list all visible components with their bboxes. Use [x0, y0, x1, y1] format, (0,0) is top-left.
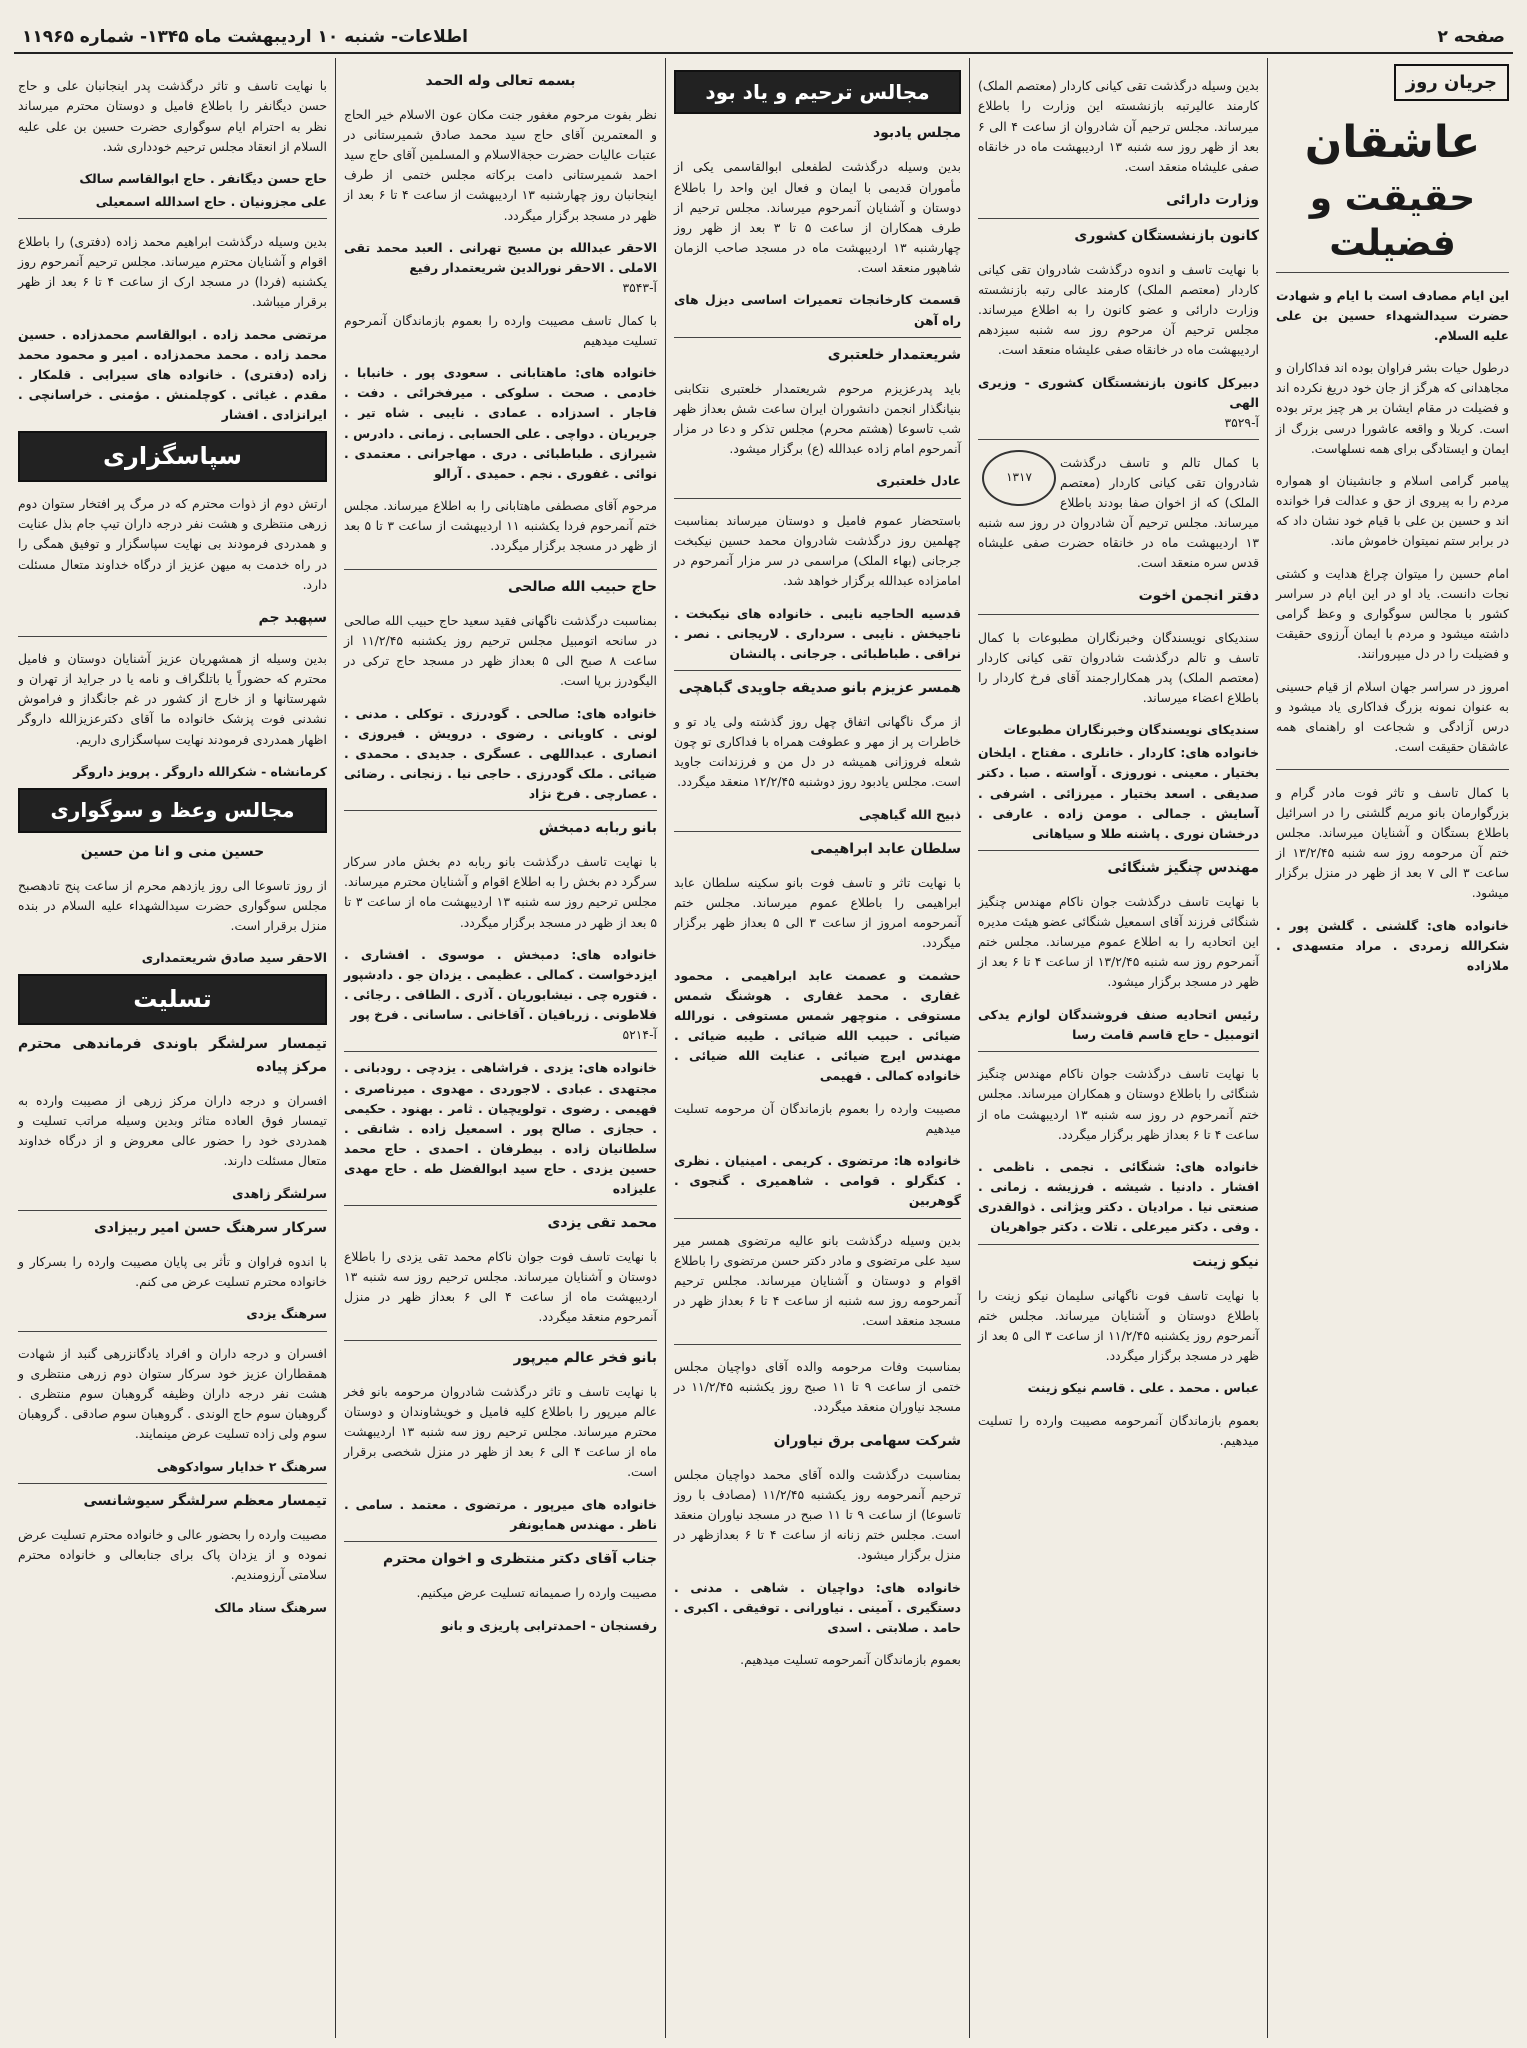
family-list: خانواده های: یزدی . فراشاهی . یزدچی . رودبانی . مجتهدی . عبادی . لاجوردی . مهدوی . میرناصری . فهیمی . رضوی . تولویچیان . ثامر . بهنود . حکیمی . حجازی . صالح پور . اسمعیل زاده . شانقی . سلطانیان زاده . بیطرفان . احمدی . حاج محمد حسین یزدی . حاج سید ابوالفضل طه . حاج مهدی علیزاده — [344, 1060, 657, 1197]
thanks-banner: سپاسگزاری — [18, 431, 327, 482]
notice-text: از روز تاسوعا الی روز یازدهم محرم از ساعت پنج تادهصبح مجلس سوگواری حضرت سیدالشهداء علیه السلام در بنده منزل برقرار است. — [18, 877, 327, 933]
divider — [344, 1541, 657, 1542]
notice-heading: سلطان عابد ابراهیمی — [810, 840, 961, 857]
notice-text: افسران و درجه داران مرکز زرهی از مصیبت وارده به تیمسار فوق العاده متاثر وبدین وسیله مراتب تسلیت و همدردی خود را حضور عالی معروض و از درگاه خداوند متعال مسئلت دارند. — [18, 1092, 327, 1169]
divider — [978, 439, 1259, 440]
notice-text: باستحضار عموم فامیل و دوستان میرساند بمناسبت چهلمین روز درگذشت شادروان محمد حسین نیکبخت جرجانی (بهاء الملک) مراسمی در سر مزار آنمرحوم در امامزاده عبدالله برگزار خواهد شد. — [674, 512, 961, 589]
notice-heading: نیکو زینت — [1192, 1253, 1259, 1270]
obituary-text: با کمال تاسف و تاثر فوت مادر گرام و بزرگوارمان بانو مریم گلشنی را در اسرائیل باطلاع بستگان و آشنایان میرساند. مجلس ختم آن مرحومه روز سه شنبه ۱۳/۲/۴۵ از ساعت ۳ الی ۷ بعد از ظهر در منزل برگزار میشود. — [1276, 784, 1509, 901]
notice-text: بمناسبت وفات مرحومه والده آقای دواچیان مجلس ختمی از ساعت ۹ تا ۱۱ صبح روز یکشنبه ۱۱/۲/۴۵ در مسجد نیاوران منعقد میگردد. — [674, 1359, 961, 1415]
seal-emblem — [982, 450, 1056, 506]
divider — [978, 218, 1259, 219]
notice-text: با نهایت تاسف فوت ناگهانی سلیمان نیکو زینت را باطلاع دوستان و آشنایان میرساند. مجلس ختم آنمرحوم روز یکشنبه ۱۱/۲/۴۵ از ساعت ۳ الی ۵ بعد از ظهر در مسجد برگزار میگردد. — [978, 1287, 1259, 1363]
obituary-signature: خانواده های: گلشنی . گلشن پور . شکرالله زمردی . مراد متسهدی . ملازاده — [1276, 917, 1509, 973]
notice-text: با کمال تالم و تاسف درگذشت شادروان تقی کیانی کاردار (معتصم الملک) که از اخوان صفا بودند باطلاع میرساند. مجلس ترحیم آن شادروان در روز سه شنبه ۱۳ اردیبهشت ماه در خانقاه حضرت صفی علیشاه قدس سره منعقد است. — [978, 454, 1259, 570]
notice-signature: وزارت دارائی — [1166, 192, 1259, 209]
family-list: خانواده های: ماهتابانی . سعودی پور . خانبابا . خادمی . صحت . سلوکی . میرفخرائی . دفت . فاجار . اسدزاده . عمادی . نایبی . شاه تیر . جریریان . دواچی . علی الحسابی . زمانی . دادرس . شیرازی . طباطبائی . دری . مهاجرانی . معتمدی . نوائی . غفوری . نجم . حمیدی . آرالو — [344, 365, 657, 481]
notice-signature: سرهنگ ۲ خدایار سوادکوهی — [156, 1458, 327, 1474]
family-list: مرتضی محمد زاده . ابوالقاسم محمدزاده . حسین محمد زاده . محمد محمدزاده . امیر و محمود محمد زاده (دفتری) . خانواده های سیرابی . قلمکار . مقدم . غیاثی . کوچلمنش . مؤمنی . خراسانچی . ایرانزادی . افشار — [18, 326, 327, 422]
divider — [978, 614, 1259, 615]
notice-code: آ-۵۲۱۴ — [622, 1027, 657, 1043]
section-banner: مجالس ترحیم و یاد بود — [674, 70, 961, 114]
column-obituaries-1 — [10, 58, 335, 2038]
notice-heading: همسر عزیزم بانو صدیقه جاویدی گباهچی — [678, 679, 961, 696]
notice-text: افسران و درجه داران و افراد یادگانزرهی گنبد از شهادت همقطاران عزیز خود سرکار ستوان دوم زرهی منتظری و هشت نفر درجه داران وظیفه گروهبان سوم منتظری . گروهبان سوم حاج الوندی . گروهبان سوم صادقی . گروهبان سوم ولی زاده تسلیت عرض مینمایند. — [18, 1345, 327, 1442]
divider — [978, 850, 1259, 851]
sermon-banner: مجالس وعظ و سوگواری — [18, 788, 327, 832]
family-list: خانواده ها: مرتضوی . کریمی . امینیان . نظری . کنگرلو . قوامی . شاهمیری . گنجوی . گوهربین — [674, 1153, 961, 1209]
notice-text: مصیبت وارده را بحضور عالی و خانواده محترم تسلیت عرض نموده و از یزدان پاک برای جنابعالی و خانواده محترم سلامتی آرزومندیم. — [18, 1526, 327, 1583]
column-obituaries-4 — [969, 58, 1267, 2038]
notice-text: با نهایت تاسف و اندوه درگذشت شادروان تقی کیانی کاردار (معتصم الملک) کارمند عالی رتبه بازنشسته وزارت دارائی و عضو کانون را به اطلاع میرساند. مجلس ترحیم آن مرحوم روز سه شنبه سیزدهم اردیبهشت ماه در خانقاه صفی علیشاه منعقد است. — [978, 261, 1259, 358]
seal-year: ۱۳۱۷ — [1006, 470, 1032, 485]
column-obituaries-2 — [335, 58, 665, 2038]
notice-heading: حاج حبیب الله صالحی — [508, 578, 657, 595]
notice-heading: بسمه تعالی وله الحمد — [425, 73, 576, 89]
notice-signature: سرلشگر زاهدی — [232, 1185, 327, 1201]
notice-text: بعموم بازماندگان آنمرحومه تسلیت میدهیم. — [740, 1652, 961, 1668]
family-list: خانواده های: دواچیان . شاهی . مدنی . دستگیری . آمینی . نیاورانی . توفیقی . اکبری . حامد . صلابتی . اسدی — [674, 1579, 961, 1635]
notice-signature: الاحقر سید صادق شریعتمداری — [141, 950, 327, 966]
headline-2: حقیقت و فضیلت — [1309, 178, 1476, 265]
notice-heading: محمد تقی یزدی — [547, 1215, 657, 1232]
notice-code: آ-۳۵۴۳ — [622, 280, 657, 296]
notice-signature: رفسنجان - احمدترابی پاریزی و بانو — [441, 1617, 657, 1633]
notice-signature: ذبیح الله گیاهچی — [858, 806, 961, 822]
divider — [344, 1205, 657, 1206]
notice-text: بمناسبت درگذشت ناگهانی فقید سعید حاج حبیب الله صالحی در سانحه اتومبیل مجلس ترحیم روز یکشنبه ۱۱/۲/۴۵ از ساعت ۸ صبح الی ۵ بعداز ظهر در مسجد حاج ترکی در الیگودرز برپا است. — [344, 612, 657, 689]
notice-signature: رئیس اتحادیه صنف فروشندگان لوازم یدکی اتومبیل - حاج قاسم قامت رسا — [978, 1006, 1259, 1042]
divider — [344, 1051, 657, 1052]
notice-heading: تیمسار سرلشگر باوندی فرماندهی محترم مرکز پیاده — [18, 1036, 327, 1075]
notice-signature: سندیکای نویسندگان وخبرنگاران مطبوعات — [1003, 722, 1259, 738]
family-list: خانواده های: شنگائی . نجمی . ناظمی . افشار . دادنیا . شیشه . فرزیشه . زمانی . صنعتی نیا . مرادیان . دکتر ویژانی . ذوالقدری . وفی . دکتر میرعلی . تلات . دکتر جواهریان — [978, 1159, 1259, 1235]
notice-text: مرحوم آقای مصطفی ماهتابانی را به اطلاع میرساند. مجلس ختم آنمرحوم فردا یکشنبه ۱۱ اردیبهشت از ساعت ۳ تا ۵ بعد از ظهر در مسجد برگزار میگردد. — [344, 498, 657, 554]
page-header — [14, 22, 1513, 54]
notice-signature: سرهنگ سناد مالک — [214, 1599, 327, 1615]
lede: این ایام مصادف است با ایام و شهادت حضرت سیدالشهداء حسین بن علی علیه السلام. — [1276, 287, 1509, 343]
notice-heading: حسین منی و انا من حسین — [80, 843, 265, 860]
notice-heading: کانون بازنشستگان کشوری — [1074, 227, 1259, 244]
notice-text: سندیکای نویسندگان وخبرنگاران مطبوعات با کمال تاسف و تالم درگذشت شادروان تقی کیانی کاردار (معتصم الملک) پدر همکارارجمند آقای فرخ کاردار را باطلاع اعضاء میرساند. — [978, 629, 1259, 705]
columns — [10, 58, 1517, 2038]
condolence-banner: تسلیت — [18, 974, 327, 1025]
notice-signature: دفتر انجمن اخوت — [1138, 588, 1259, 605]
notice-signature: سرهنگ یزدی — [246, 1306, 327, 1322]
notice-text: باید پدرعزیزم مرحوم شریعتمدار خلعتبری نتکابنی بنیانگذار انجمن دانشوران ایران ساعت شش بعداز ظهر شب تاسوعا (هشتم محرم) مجلس تذکر و دعا در مزار آنمرحوم امام زاده عبدالله (ع) برگزار میشود. — [674, 380, 961, 456]
divider — [1276, 272, 1509, 273]
notice-heading: جناب آقای دکتر منتظری و اخوان محترم — [382, 1551, 657, 1568]
family-list: خانواده های: دمبخش . موسوی . افشاری . ایزدخواست . کمالی . عظیمی . یزدان جو . دادشپور . فتوره چی . نیشابوریان . آذری . الطافی . رجائی . فلاطونی . زربافیان . آقاخانی . ساسانی . فرخ پور — [344, 947, 657, 1023]
notice-signature: سپهبد جم — [258, 610, 327, 627]
notice-text: با اندوه فراوان و تأثر بی پایان مصیبت وارده را بسرکار و خانواده محترم تسلیت عرض می کنم. — [18, 1253, 327, 1289]
headline-1: عاشقان — [1304, 117, 1481, 169]
column-editorial — [1267, 58, 1517, 2038]
family-list: خانواده های میرپور . مرتضوی . معتمد . سامی . ناظر . مهندس همایونفر — [344, 1496, 657, 1532]
divider — [674, 1344, 961, 1345]
page-number: صفحه ۲ — [1437, 27, 1505, 47]
notice-text: بدین وسیله درگذشت تقی کیانی کاردار (معتصم الملک) کارمند عالیرتبه بازنشسته این وزارت را باطلاع میرساند. مجلس ترحیم آن شادروان از ساعت ۴ الی ۶ بعد از ظهر روز سه شنبه ۱۳ اردیبهشت ماه در خانقاه صفی علیشاه منعقد است. — [978, 78, 1259, 174]
divider — [18, 1210, 327, 1211]
notice-signature: علی مجزونیان . حاج اسدالله اسمعیلی — [95, 194, 327, 210]
divider — [1276, 769, 1509, 770]
divider — [18, 218, 327, 219]
family-list: حشمت و عصمت عابد ابراهیمی . محمود غفاری . محمد غفاری . هوشنگ شمس مستوفی . منوچهر شمس مستوفی . نورالله ضیائی . حبیب الله ضیائی . طیبه ضیائی . مهندس ایرج ضیائی . عنایت الله ضیائی . خانواده کمالی . فهیمی — [674, 967, 961, 1084]
notice-signature: قسمت کارخانجات تعمیرات اساسی دیزل های راه آهن — [674, 292, 961, 328]
notice-text: مصیبت وارده را صمیمانه تسلیت عرض میکنیم. — [416, 1585, 657, 1601]
notice-signature: الاحقر عبدالله بن مسیح تهرانی . العبد محمد تقی الاملی . الاحقر نورالدین شریعتمدار رفیع — [344, 240, 657, 276]
notice-text: بعموم بازماندگان آنمرحومه مصیبت وارده را تسلیت میدهیم. — [978, 1412, 1259, 1448]
divider — [674, 337, 961, 338]
divider — [18, 636, 327, 637]
divider — [344, 810, 657, 811]
notice-signature: عادل خلعتبری — [876, 473, 961, 489]
notice-text: بدین وسیله درگذشت ابراهیم محمد زاده (دفتری) را باطلاع اقوام و آشنایان محترم میرساند. مجلس ترحیم آنمرحوم روز یکشنبه (فردا) در مسجد ارک از ساعت ۴ تا ۶ بعد از ظهر برقرار میباشد. — [18, 233, 327, 310]
notice-heading: مجلس یادبود — [872, 125, 961, 142]
divider — [344, 569, 657, 570]
editorial-paragraph: درطول حیات بشر فراوان بوده اند فداکاران و مجاهدانی که هرگز از جان خود دریغ نکرده اند و فضیلت در مقام ایشان بر هر چیز برتر بوده است. کربلا و واقعه عاشورا درسی بزرگ از ایمان و ایستادگی برای همه نسلهاست. — [1276, 360, 1509, 456]
notice-text: با نهایت تاسف فوت جوان ناکام محمد تقی یزدی را باطلاع دوستان و آشنایان میرساند. مجلس ترحیم روز سه شنبه ۱۳ اردیبهشت ماه از ساعت ۴ الی ۶ بعداز ظهر در منزل آنمرحوم منعقد میگردد. — [344, 1249, 657, 1325]
notice-text: نظر بفوت مرحوم مغفور جنت مکان عون الاسلام خیر الحاج و المعتمرین آقای حاج سید محمد صادق شمیرستانی در عتبات عالیات حضرت حجةالاسلام و المسلمین آقای حاج سید احمد شمیرستانی دامت برکاته مجلس ختمی از طرف اینجانبان روز چهارشنبه ۱۳ اردیبهشت از ساعت ۴ تا ۶ بعد از ظهر در مسجد برگزار میگردد. — [344, 107, 658, 223]
notice-heading: بانو ربابه دمبخش — [538, 820, 657, 837]
divider — [978, 1244, 1259, 1245]
notice-heading: شریعتمدار خلعتبری — [827, 346, 961, 363]
notice-text: از مرگ ناگهانی اتفاق چهل روز گذشته ولی یاد تو و خاطرات پر از مهر و عطوفت همراه با فداکاری تو چون شعله فروزانی همیشه در دل من و فرزندانت جاوید است. مجلس یادبود روز دوشنبه ۱۲/۲/۴۵ منعقد میگردد. — [674, 714, 961, 790]
editorial-paragraph: امام حسین را میتوان چراغ هدایت و کشتی نجات دانست. یاد او در این ایام در سراسر کشور با مجالس سوگواری و وعظ گرامی داشته میشود و مردم با ایمان آرزوی حقیقت و فضیلت را در دل میپرورانند. — [1276, 565, 1509, 662]
notice-text: مصیبت وارده را بعموم بازماندگان آن مرحومه تسلیت میدهیم — [674, 1100, 961, 1136]
family-list: خانواده های: کاردار . خانلری . مفتاح . ایلخان بختیار . معینی . نوروزی . آواسته . صبا . دکتر صدیقی . اسعد بختیار . میرزائی . اشرفی . آسایش . جمالی . مومن زاده . عارفی . درخشان نوری . پاشنه طلا و سیاهانی — [978, 745, 1259, 841]
family-list: خانواده های: صالحی . گودرزی . توکلی . مدنی . لونی . کاویانی . رضوی . درویش . فیروزی . انصاری . عبداللهی . عسگری . جدیدی . محمدی . ضیائی . ملک گودرزی . حاجی نیا . زنجانی . رضائی . عصارچی . فرخ نژاد — [344, 705, 657, 802]
notice-text: با نهایت تاسف درگذشت بانو ربابه دم بخش مادر سرکار سرگرد دم بخش را به اطلاع اقوام و آشنایان محترم میرساند. مجلس ترحیم روز سه شنبه ۱۳ اردیبهشت ماه از ساعت ۳ تا ۵ بعد از ظهر در مسجد برگزار میگردد. — [344, 854, 657, 930]
divider — [674, 831, 961, 832]
notice-code: آ-۳۵۲۹ — [1224, 415, 1259, 431]
column-obituaries-3 — [665, 58, 969, 2038]
notice-heading: مهندس چنگیز شنگائی — [1107, 859, 1259, 876]
notice-heading: بانو فخر عالم میرپور — [513, 1349, 657, 1366]
divider — [978, 1051, 1259, 1052]
divider — [674, 1218, 961, 1219]
divider — [674, 670, 961, 671]
editorial-paragraph: امروز در سراسر جهان اسلام از قیام حسینی به عنوان نمونه بزرگ فداکاری یاد میشود و درس آزادگی و شجاعت او راهنمای همه عاشقان حقیقت است. — [1276, 678, 1509, 754]
notice-text: بمناسبت درگذشت والده آقای محمد دواچیان مجلس ترحیم آنمرحومه روز یکشنبه ۱۱/۲/۴۵ (مصادف با روز تاسوعا) از ساعت ۹ تا ۱۱ صبح در مسجد نیاوران منعقد است. مجلس ختم زنانه از ساعت ۴ تا ۶ بعدازظهر در منزل برگزار میشود. — [674, 1466, 962, 1563]
notice-text: با نهایت تاسف و تاثر درگذشت پدر اینجانبان علی و حاج حسن دیگانفر را باطلاع فامیل و دوستان محترم میرساند نظر به احترام ایام سوگواری حضرت حسین بن علی علیه السلام از انعقاد مجلس ترحیم خودداری شد. — [18, 78, 327, 154]
family-list: قدسیه الحاجیه نایبی . خانواده های نیکبخت . ناجیخش . نایبی . سرداری . لاریجانی . نصر . نراقی . طباطبائی . جرجانی . پالنشان — [674, 605, 961, 661]
notice-text: بدین وسیله درگذشت بانو عالیه مرتضوی همسر میر سید علی مرتضوی و مادر دکتر حسن مرتضوی را باطلاع اقوام و دوستان و آشنایان میرساند. مجلس ترحیم آنمرحومه روز سه شنبه از ساعت ۴ تا ۶ بعداز ظهر در مسجد منعقد است. — [674, 1232, 961, 1329]
editorial-paragraph: پیامبر گرامی اسلام و جانشینان او همواره مردم را به پیروی از حق و عدالت فرا خوانده اند و حسین بن علی با قیام خود نشان داد که در برابر ستم نمیتوان خاموش ماند. — [1276, 473, 1509, 549]
notice-text: بدین وسیله درگذشت لطفعلی ابوالقاسمی یکی از مأموران قدیمی با ایمان و فعال این واحد را باطلاع دوستان و آشنایان آنمرحوم میرساند. مجلس ترحیم از طرف همکاران از ساعت ۵ تا ۳ بعد از ظهر روز چهارشنبه ۱۳ اردیبهشت ماه در مسجد صاحب الزمان شاهپور منعقد است. — [674, 159, 961, 275]
notice-text: با نهایت تاثر و تاسف فوت بانو سکینه سلطان عابد ابراهیمی را باطلاع عموم میرساند. مجلس ختم آنمرحومه امروز از ساعت ۳ الی ۵ بعداز ظهر برگزار میگردد. — [674, 874, 961, 951]
divider — [674, 498, 961, 499]
notice-text: ارتش دوم از ذوات محترم که در مرگ پر افتخار ستوان دوم زرهی منتظری و هشت نفر درجه داران تیپ جام بذل عنایت و همدردی فرمودند بی نهایت سپاسگزار و توفیق همگی را در راه خدمت به میهن عزیز از درگاه خداوند متعال مسئلت دارد. — [18, 496, 327, 592]
notice-text: با کمال تاسف مصیبت وارده را بعموم بازماندگان آنمرحوم تسلیت میدهیم — [344, 312, 657, 348]
notice-signature: شرکت سهامی برق نیاوران — [773, 1432, 961, 1449]
notice-heading: تیمسار معظم سرلشگر سیوشانسی — [83, 1492, 327, 1509]
notice-text: بدین وسیله از همشهریان عزیز آشنایان دوستان و فامیل محترم که حضوراً یا باتلگراف و نامه یا در جراید از تهران و شهرستانها و از خارج از کشور در غم جانگداز و فراموش نشدنی فوت پزشک خانواده ما آقای دکترعزیزالله داروگر اظهار همدردی فرمودند نهایت سپاسگزاری داریم. — [18, 651, 327, 747]
divider — [18, 1331, 327, 1332]
notice-signature: دبیرکل کانون بازنشستگان کشوری - وزیری الهی — [978, 374, 1259, 410]
notice-signature: حاج حسن دیگانفر . حاج ابوالقاسم سالک — [79, 171, 327, 187]
section-tag: جریان روز — [1394, 64, 1509, 101]
issue-info: اطلاعات- شنبه ۱۰ اردیبهشت ماه ۱۳۴۵- شماره ۱۱۹۶۵ — [22, 27, 468, 47]
notice-text: با نهایت تاسف درگذشت جوان ناکام مهندس چنگیز شنگائی را باطلاع دوستان و همکاران میرساند. مجلس ختم آنمرحوم در روز سه شنبه ۱۳ اردیبهشت ماه از ساعت ۴ تا ۶ بعداز ظهر برگزار میگردد. — [978, 1066, 1259, 1142]
notice-text: با نهایت تاسف درگذشت جوان ناکام مهندس چنگیز شنگائی فرزند آقای اسمعیل شنگائی عضو هیئت مدیره این اتحادیه را به اطلاع عموم میرساند. مجلس ختم آنمرحوم روز سه شنبه ۱۳/۲/۴۵ از ساعت ۴ تا ۶ بعد از ظهر در مسجد برگزار میشود. — [978, 893, 1259, 990]
divider — [344, 1340, 657, 1341]
notice-text: با نهایت تاسف و تاثر درگذشت شادروان مرحومه بانو فخر عالم میرپور را باطلاع کلیه فامیل و خویشاوندان و دوستان محترم میرساند. مجلس ترحیم روز سه شنبه ۱۳ اردیبهشت ماه از ساعت ۴ الی ۶ بعد از ظهر در منزل شخصی برقرار است. — [344, 1384, 657, 1480]
notice-signature: عباس . محمد . علی . قاسم نیکو زینت — [1027, 1380, 1259, 1396]
notice-signature: کرمانشاه - شکرالله داروگر . پرویز داروگر — [73, 764, 327, 780]
notice-heading: سرکار سرهنگ حسن امیر ربیزادی — [93, 1219, 327, 1236]
divider — [18, 1483, 327, 1484]
